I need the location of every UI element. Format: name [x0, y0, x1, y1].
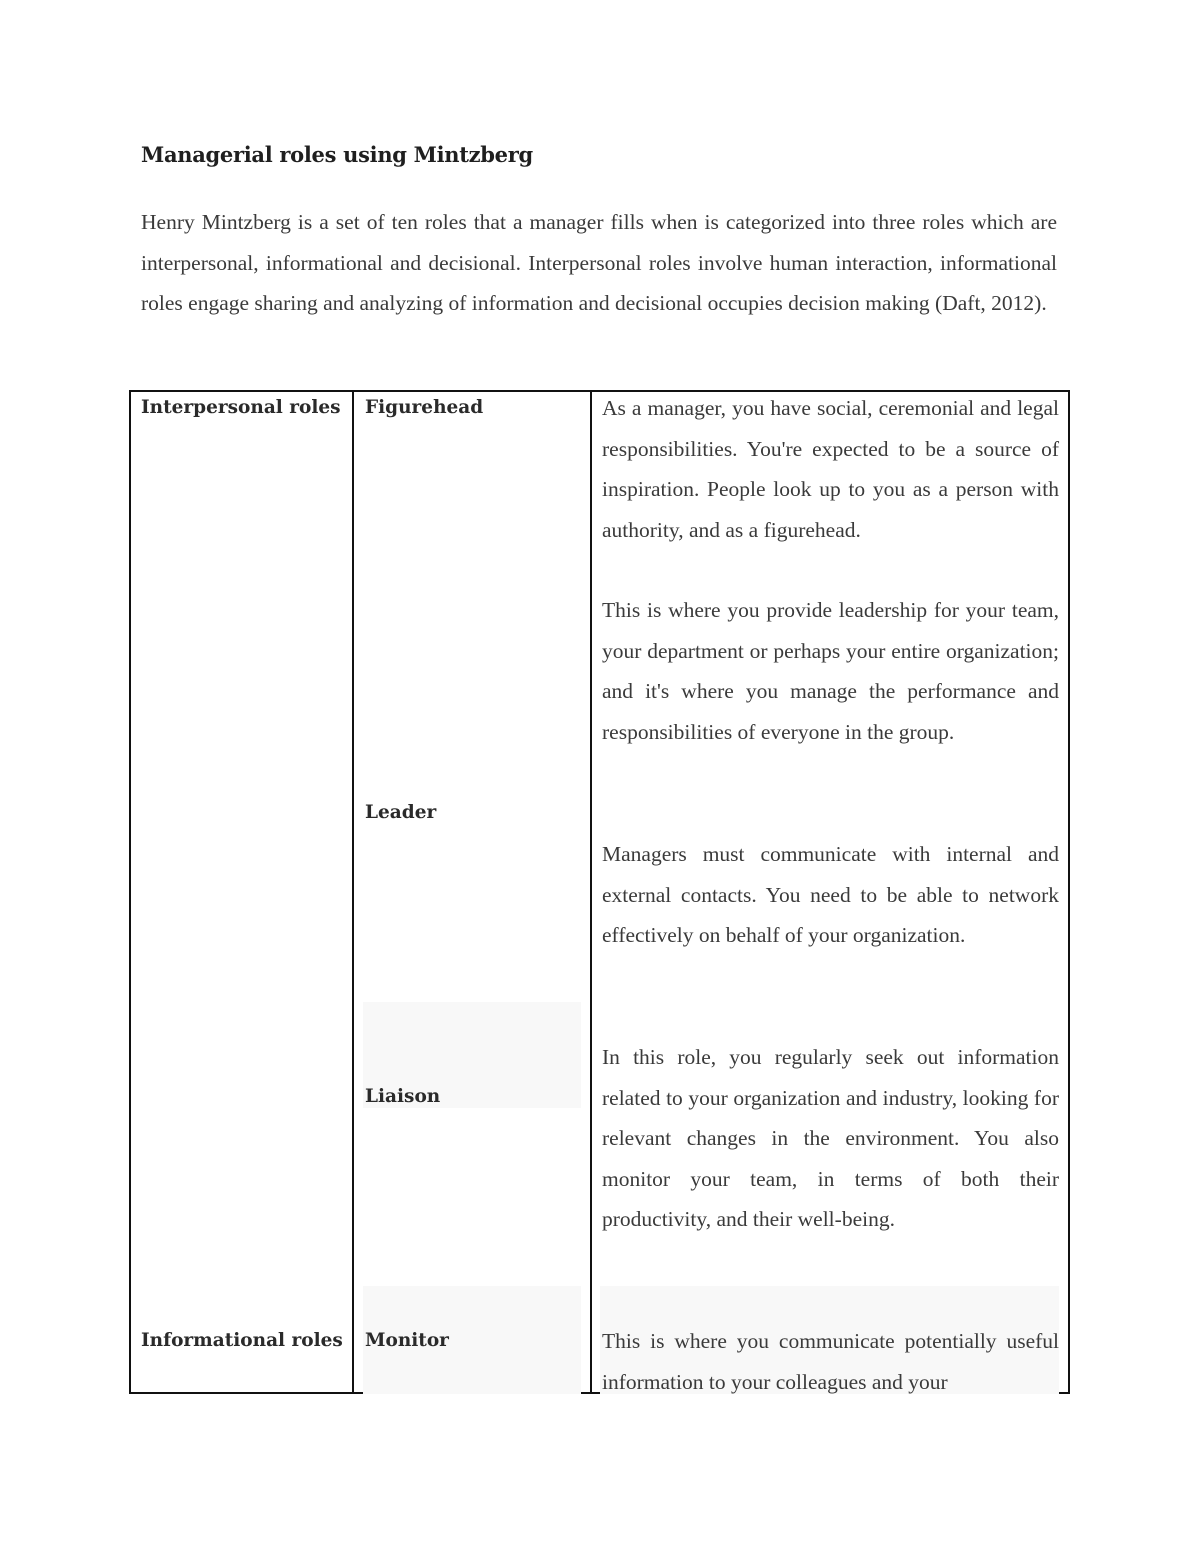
- category-informational-roles: Informational roles: [141, 1330, 343, 1351]
- column-divider-1: [352, 392, 354, 1392]
- category-interpersonal-roles: Interpersonal roles: [141, 397, 341, 418]
- role-leader: Leader: [365, 802, 437, 823]
- column-divider-2: [590, 392, 592, 1392]
- description-monitor: In this role, you regularly seek out information related to your organization and industry, looking for relevant changes in the environment. You also monitor your team, in terms of both their productivity, and their well-being.: [602, 1045, 1059, 1232]
- document-title: Managerial roles using Mintzberg: [141, 142, 533, 167]
- intro-paragraph: Henry Mintzberg is a set of ten roles that a manager fills when is categorized into three roles which are interpersonal, informational and decisional. Interpersonal roles involve human interaction, informational roles engage sharing and analyzing of information and decisional occupies decision making (Daft, 2012).: [141, 210, 1057, 315]
- role-liaison: Liaison: [365, 1086, 441, 1107]
- description-leader: This is where you provide leadership for your team, your department or perhaps your entire organization; and it's where you manage the performance and responsibilities of everyone in the group.: [602, 598, 1059, 744]
- role-figurehead: Figurehead: [365, 397, 484, 418]
- roles-table: [129, 390, 1070, 1394]
- description-disseminator-partial: This is where you communicate potentially useful information to your colleagues and your: [602, 1329, 1059, 1394]
- description-figurehead: As a manager, you have social, ceremonial and legal responsibilities. You're expected to be a source of inspiration. People look up to you as a person with authority, and as a figurehead.: [602, 396, 1059, 542]
- role-monitor: Monitor: [365, 1330, 449, 1351]
- description-liaison: Managers must communicate with internal and external contacts. You need to be able to network effectively on behalf of your organization.: [602, 842, 1059, 948]
